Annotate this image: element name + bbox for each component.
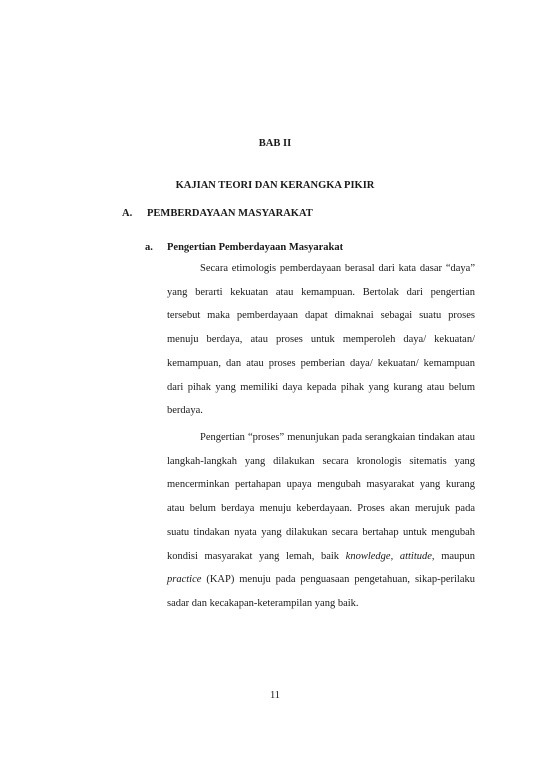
chapter-title: KAJIAN TEORI DAN KERANGKA PIKIR — [175, 180, 375, 191]
term-knowledge: knowledge, — [345, 550, 394, 562]
subsection-title: Pengertian Pemberdayaan Masyarakat — [167, 242, 344, 253]
word-maupun: maupun — [441, 550, 476, 562]
subsection-heading — [145, 242, 343, 253]
subsection-number: a. — [145, 242, 153, 253]
paragraph-2-text-b: (KAP) menuju pada penguasaan pengetahuan, sikap-perilaku sadar dan kecakapan-keterampilan yang baik. — [167, 574, 476, 609]
section-title: PEMBERDAYAAN MASYARAKAT — [147, 208, 313, 219]
section-number: A. — [122, 208, 133, 219]
chapter-label: BAB II — [258, 138, 292, 149]
term-practice: practice — [167, 574, 202, 586]
term-attitude: attitude, — [399, 550, 435, 562]
page-number: 11 — [269, 690, 281, 701]
section-heading — [122, 208, 313, 219]
paragraph-1-text: Secara etimologis pemberdayaan berasal dari kata dasar “daya” yang berarti kekuatan atau kemampuan. Bertolak dari pengertian tersebut maka pemberdayaan dapat dimaknai sebagai suatu proses menuju berdaya, atau proses untuk memperoleh daya/ kekuatan/ kemampuan, dan atau proses pemberian daya/ kekuatan/ kemampuan dari pihak yang memiliki daya kepada pihak yang kurang atau belum berdaya. — [167, 263, 475, 417]
paragraph-2-text-a: Pengertian “proses” menunjukan pada serangkaian tindakan atau langkah-langkah yang dilakukan secara kronologis sitematis yang mencerminkan pertahapan upaya mengubah masyarakat yang kurang atau belum berdaya menuju keberdayaan. Proses akan merujuk pada suatu tindakan nyata yang dilakukan secara bertahap untuk mengubah kondisi masyarakat yang lemah, baik — [167, 432, 475, 562]
paragraph-1 — [167, 257, 475, 423]
paragraph-2 — [167, 426, 475, 616]
